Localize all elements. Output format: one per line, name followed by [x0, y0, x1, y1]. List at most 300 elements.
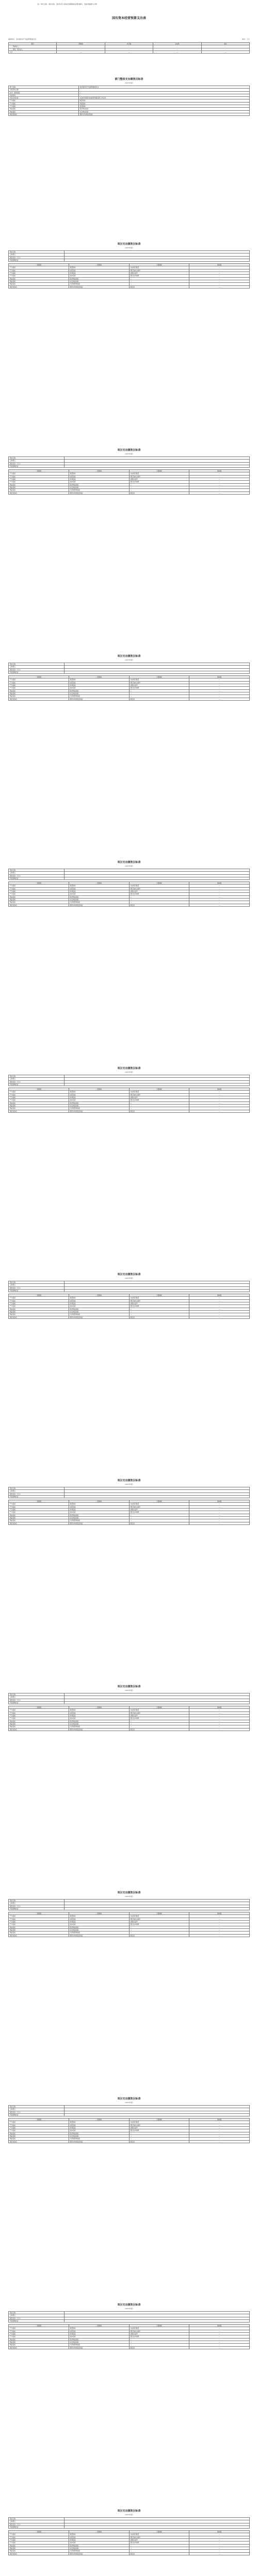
indicator-cell: 服务对象满意度指标	[69, 2346, 129, 2349]
indicator-cell: 服务对象满意度指标	[69, 285, 129, 288]
indicator-cell: —	[189, 2121, 250, 2124]
indicator-cell: —	[189, 1091, 250, 1093]
indicator-cell: 社会效益指标	[69, 2341, 129, 2343]
indicator-cell: —	[189, 2338, 250, 2341]
indicator-cell: 产出指标	[9, 2121, 69, 2124]
indicator-col-header: 三级指标	[129, 2119, 189, 2121]
overview-value: —	[78, 91, 249, 94]
indicator-cell: 满意度指标	[9, 285, 69, 288]
indicator-cell: 产出指标	[9, 2539, 69, 2541]
summary-row	[9, 50, 250, 53]
indicator-cell: 产出指标	[9, 1711, 69, 1714]
indicator-cell: 项目验收合格率	[129, 1093, 189, 1096]
project-info-label: 主管部门	[9, 2108, 64, 2111]
project-indicator-table	[8, 263, 250, 289]
project-info-label: 年度绩效目标	[9, 259, 64, 261]
project-info-label: 主管部门	[9, 2520, 64, 2523]
indicator-cell: —	[189, 2550, 250, 2552]
indicator-cell: 满意度	[129, 2552, 189, 2555]
indicator-cell: 数量指标	[69, 885, 129, 887]
overview-label: 效益指标	[9, 108, 79, 110]
indicator-cell: 完成项目数量	[129, 2121, 189, 2124]
indicator-cell: —	[129, 2138, 189, 2140]
project-info-value	[64, 877, 249, 879]
indicator-cell: 时效指标	[69, 2539, 129, 2541]
indicator-cell: 项目验收合格率	[129, 1918, 189, 1920]
project-indicator-table	[8, 1500, 250, 1525]
indicator-cell: —	[129, 1104, 189, 1107]
indicator-cell: 质量指标	[69, 1918, 129, 1920]
project-subtitle: （2023年度）	[124, 865, 134, 867]
indicator-cell: 项目成本控制	[129, 687, 189, 689]
indicator-cell: —	[189, 885, 250, 887]
indicator-cell: 社会效益指标	[69, 1104, 129, 1107]
project-info-label: 项目资金（万元）	[9, 1286, 64, 1289]
indicator-cell: 满意度	[129, 285, 189, 288]
indicator-cell: 项目成本控制	[129, 1717, 189, 1720]
indicator-cell: —	[189, 1717, 250, 1720]
indicator-cell: 数量指标	[69, 1091, 129, 1093]
indicator-cell: 效益指标	[9, 898, 69, 901]
indicator-cell: 数量指标	[69, 1297, 129, 1299]
indicator-cell: 完成项目数量	[129, 1503, 189, 1505]
indicator-cell: —	[189, 277, 250, 280]
indicator-cell: 可持续影响指标	[69, 2344, 129, 2346]
project-info-table	[8, 1693, 250, 1704]
project-info-row	[9, 259, 250, 261]
indicator-cell: 质量指标	[69, 1299, 129, 1302]
indicator-col-header: 一级指标	[9, 1500, 69, 1503]
project-info-label: 年度绩效目标	[9, 1701, 64, 1704]
project-info-label: 项目资金（万元）	[9, 2317, 64, 2319]
indicator-cell: —	[189, 1509, 250, 1511]
project-subtitle: （2023年度）	[124, 2102, 134, 2104]
indicator-cell: 产出指标	[9, 2536, 69, 2538]
indicator-cell: 效益指标	[9, 1101, 69, 1104]
indicator-cell: 效益指标	[9, 2341, 69, 2343]
indicator-cell: 效益指标	[9, 280, 69, 282]
indicator-cell: 项目成本控制	[129, 1305, 189, 1308]
indicator-cell: 质量指标	[69, 2124, 129, 2126]
indicator-col-header: 二级指标	[69, 1088, 129, 1091]
indicator-cell: 满意度指标	[9, 2552, 69, 2555]
project-info-label: 主管部门	[9, 2314, 64, 2317]
indicator-cell: 产出指标	[9, 2129, 69, 2132]
indicator-cell: 时效指标	[69, 1096, 129, 1099]
indicator-cell: —	[189, 1310, 250, 1313]
indicator-cell: —	[189, 890, 250, 893]
indicator-cell: —	[189, 1931, 250, 1934]
project-info-label: 项目资金（万元）	[9, 1699, 64, 1701]
indicator-cell: —	[189, 478, 250, 481]
overview-table	[8, 86, 250, 116]
indicator-col-header: 一级指标	[9, 1706, 69, 1709]
indicator-cell: 项目成本控制	[129, 2335, 189, 2338]
overview-value: 社会效益指标	[78, 110, 249, 113]
project-section	[8, 448, 250, 495]
indicator-cell: 完成项目数量	[129, 679, 189, 681]
indicator-cell: 成本指标	[69, 1305, 129, 1308]
indicator-col-header: 三级指标	[129, 676, 189, 679]
indicator-cell: —	[189, 893, 250, 895]
indicator-cell: 效益指标	[9, 2344, 69, 2346]
indicator-cell: 可持续影响指标	[69, 1725, 129, 1728]
indicator-cell: 产出指标	[9, 2533, 69, 2536]
indicator-col-header: 指标值	[189, 2531, 250, 2533]
project-info-label: 项目名称	[9, 457, 64, 460]
project-info-label: 年度绩效目标	[9, 671, 64, 673]
summary-cell: 合计	[9, 50, 57, 53]
project-subtitle: （2023年度）	[124, 1277, 134, 1279]
indicator-cell: 经济效益指标	[69, 1101, 129, 1104]
indicator-col-header: 二级指标	[69, 264, 129, 266]
indicator-cell: 产出指标	[9, 679, 69, 681]
project-title: 项目支出绩效目标表	[117, 243, 141, 246]
indicator-cell: —	[189, 285, 250, 288]
indicator-cell: —	[189, 1921, 250, 1923]
project-info-label: 主管部门	[9, 1902, 64, 1905]
project-info-label: 项目资金（万元）	[9, 874, 64, 877]
indicator-cell: 完成项目数量	[129, 885, 189, 887]
indicator-cell: —	[189, 275, 250, 277]
summary-cell: —	[201, 45, 249, 48]
project-info-label: 项目资金（万元）	[9, 668, 64, 671]
indicator-cell: —	[189, 2333, 250, 2335]
indicator-cell: 产出指标	[9, 1709, 69, 1711]
indicator-row	[9, 492, 250, 494]
indicator-cell: 可持续影响指标	[69, 1931, 129, 1934]
indicator-cell: 满意度	[129, 1316, 189, 1318]
summary-cell: —	[105, 48, 153, 50]
indicator-cell: —	[189, 1297, 250, 1299]
indicator-cell: 效益指标	[9, 689, 69, 692]
indicator-cell: —	[189, 2127, 250, 2129]
indicator-cell: 完成项目数量	[129, 1297, 189, 1299]
indicator-cell: —	[189, 272, 250, 275]
indicator-cell: —	[129, 692, 189, 694]
indicator-cell: 项目成本控制	[129, 1099, 189, 1101]
indicator-cell: 满意度	[129, 1522, 189, 1524]
indicator-cell: —	[189, 1099, 250, 1101]
indicator-cell: —	[189, 679, 250, 681]
indicator-cell: 经济效益指标	[69, 2544, 129, 2547]
indicator-cell: 完成项目数量	[129, 1709, 189, 1711]
indicator-cell: 按期完成率	[129, 2539, 189, 2541]
indicator-cell: 产出指标	[9, 475, 69, 478]
indicator-cell: 产出指标	[9, 1923, 69, 1926]
unit-label: 单位：万元	[241, 38, 250, 40]
project-info-label: 主管部门	[9, 1284, 64, 1286]
indicator-cell: 产出指标	[9, 1305, 69, 1308]
indicator-cell: —	[189, 283, 250, 285]
project-info-table	[8, 250, 250, 262]
indicator-cell: 成本指标	[69, 275, 129, 277]
overview-label: 其他资金	[9, 94, 79, 96]
indicator-cell: 效益指标	[9, 486, 69, 488]
indicator-cell: 经济效益指标	[69, 2338, 129, 2341]
indicator-cell: 产出指标	[9, 2330, 69, 2332]
project-info-table	[8, 1899, 250, 1910]
indicator-cell: 时效指标	[69, 684, 129, 687]
project-info-label: 年度绩效目标	[9, 1289, 64, 1292]
indicator-cell: —	[189, 1915, 250, 1918]
indicator-cell: 成本指标	[69, 1717, 129, 1720]
overview-title: 部门整体支出绩效目标表	[115, 78, 143, 81]
project-indicator-table	[8, 1706, 250, 1731]
indicator-cell: 质量指标	[69, 2536, 129, 2538]
indicator-cell: —	[189, 1722, 250, 1725]
project-section	[8, 2303, 250, 2349]
indicator-cell: 产出指标	[9, 2335, 69, 2338]
indicator-cell: —	[189, 266, 250, 269]
overview-value: —	[78, 89, 249, 91]
indicator-cell: 完成项目数量	[129, 1915, 189, 1918]
indicator-cell: —	[189, 1516, 250, 1519]
indicator-cell: —	[129, 695, 189, 698]
indicator-cell: 质量指标	[69, 269, 129, 272]
indicator-cell: 效益指标	[9, 1725, 69, 1728]
indicator-col-header: 二级指标	[69, 1294, 129, 1297]
indicator-cell: 产出指标	[9, 2541, 69, 2544]
indicator-cell: 效益指标	[9, 277, 69, 280]
indicator-col-header: 三级指标	[129, 1500, 189, 1503]
indicator-cell: 按期完成率	[129, 272, 189, 275]
indicator-cell: 经济效益指标	[69, 1308, 129, 1310]
indicator-cell: —	[129, 1931, 189, 1934]
indicator-col-header: 二级指标	[69, 470, 129, 472]
indicator-cell: 经济效益指标	[69, 277, 129, 280]
project-info-row	[9, 2526, 250, 2528]
project-section	[8, 1685, 250, 1731]
indicator-cell: 按期完成率	[129, 684, 189, 687]
indicator-cell: —	[189, 1720, 250, 1722]
project-info-label: 项目资金（万元）	[9, 2111, 64, 2113]
indicator-cell: —	[189, 280, 250, 282]
indicator-cell: —	[129, 1720, 189, 1722]
indicator-cell: 效益指标	[9, 1720, 69, 1722]
indicator-row	[9, 904, 250, 906]
project-title: 项目支出绩效目标表	[117, 1891, 141, 1894]
indicator-cell: —	[189, 692, 250, 694]
indicator-col-header: 指标值	[189, 676, 250, 679]
project-subtitle: （2023年度）	[124, 1895, 134, 1897]
indicator-row	[9, 698, 250, 700]
indicator-cell: 效益指标	[9, 2547, 69, 2549]
indicator-cell: 项目验收合格率	[129, 681, 189, 684]
indicator-col-header: 二级指标	[69, 2531, 129, 2533]
indicator-cell: —	[189, 2327, 250, 2330]
indicator-cell: 质量指标	[69, 681, 129, 684]
project-info-row	[9, 1495, 250, 1498]
project-info-value	[64, 1495, 249, 1498]
indicator-cell: —	[129, 1313, 189, 1316]
indicator-cell: —	[189, 1728, 250, 1731]
overview-row	[9, 113, 250, 115]
indicator-cell: 按期完成率	[129, 1921, 189, 1923]
indicator-cell: 社会效益指标	[69, 1928, 129, 1931]
project-info-label: 项目资金（万元）	[9, 462, 64, 465]
indicator-cell: 服务对象满意度指标	[69, 492, 129, 494]
project-info-label: 项目资金（万元）	[9, 1080, 64, 1083]
summary-cell: —	[57, 48, 105, 50]
project-info-label: 项目名称	[9, 1487, 64, 1490]
indicator-cell: 效益指标	[9, 1308, 69, 1310]
indicator-cell: 产出指标	[9, 890, 69, 893]
indicator-cell: 项目验收合格率	[129, 1505, 189, 1508]
indicator-cell: 可持续影响指标	[69, 1519, 129, 1522]
indicator-cell: 时效指标	[69, 272, 129, 275]
overview-value: —	[78, 94, 249, 96]
overview-value: 服务对象满意度指标	[78, 113, 249, 115]
project-info-value	[64, 2113, 249, 2116]
indicator-cell: 产出指标	[9, 885, 69, 887]
indicator-cell: 产出指标	[9, 684, 69, 687]
indicator-cell: 产出指标	[9, 1302, 69, 1305]
indicator-cell: 社会效益指标	[69, 280, 129, 282]
indicator-cell: 可持续影响指标	[69, 901, 129, 904]
indicator-cell: 产出指标	[9, 1715, 69, 1717]
overview-value: 时效指标	[78, 105, 249, 108]
indicator-cell: 效益指标	[9, 2138, 69, 2140]
indicator-cell: 效益指标	[9, 1310, 69, 1313]
indicator-cell: 产出指标	[9, 1921, 69, 1923]
indicator-cell: —	[189, 2330, 250, 2332]
project-info-label: 项目名称	[9, 663, 64, 666]
indicator-cell: —	[129, 901, 189, 904]
indicator-cell: 数量指标	[69, 2121, 129, 2124]
overview-label: 产出指标	[9, 105, 79, 108]
indicator-cell: —	[189, 1934, 250, 1937]
indicator-cell: —	[129, 483, 189, 486]
indicator-cell: 可持续影响指标	[69, 283, 129, 285]
project-info-label: 主管部门	[9, 253, 64, 256]
summary-table	[8, 42, 250, 54]
overview-label: 部门名称	[9, 86, 79, 89]
indicator-cell: 社会效益指标	[69, 2547, 129, 2549]
project-title: 项目支出绩效目标表	[117, 1273, 141, 1276]
indicator-cell: 效益指标	[9, 1313, 69, 1316]
indicator-cell: 满意度	[129, 1728, 189, 1731]
indicator-cell: —	[129, 1101, 189, 1104]
indicator-cell: —	[189, 695, 250, 698]
indicator-cell: 按期完成率	[129, 890, 189, 893]
indicator-cell: —	[129, 2134, 189, 2137]
indicator-col-header: 三级指标	[129, 882, 189, 885]
indicator-cell: 时效指标	[69, 1509, 129, 1511]
indicator-cell: —	[189, 1503, 250, 1505]
indicator-cell: —	[129, 486, 189, 488]
indicator-cell: 社会效益指标	[69, 692, 129, 694]
indicator-cell: —	[189, 1511, 250, 1514]
indicator-cell: 产出指标	[9, 2124, 69, 2126]
indicator-cell: 效益指标	[9, 1931, 69, 1934]
indicator-cell: 经济效益指标	[69, 483, 129, 486]
project-info-label: 主管部门	[9, 1490, 64, 1493]
project-info-table	[8, 2311, 250, 2323]
indicator-col-header: 指标值	[189, 1912, 250, 1915]
indicator-cell: 社会效益指标	[69, 1310, 129, 1313]
indicator-cell: 满意度指标	[9, 1316, 69, 1318]
project-info-row	[9, 671, 250, 673]
project-info-table	[8, 456, 250, 468]
indicator-cell: —	[189, 684, 250, 687]
indicator-cell: —	[189, 2346, 250, 2349]
overview-value: 完成年度国有资本经营预算各项工作任务	[78, 97, 249, 99]
project-indicator-table	[8, 1088, 250, 1113]
indicator-cell: —	[129, 1514, 189, 1516]
indicator-cell: 服务对象满意度指标	[69, 1316, 129, 1318]
indicator-cell: 按期完成率	[129, 2333, 189, 2335]
indicator-col-header: 指标值	[189, 2119, 250, 2121]
indicator-cell: —	[189, 2536, 250, 2538]
indicator-cell: 成本指标	[69, 2541, 129, 2544]
overview-label: 产出指标	[9, 102, 79, 105]
project-info-value	[64, 1701, 249, 1704]
indicator-row	[9, 1728, 250, 1731]
indicator-cell: —	[189, 1522, 250, 1524]
summary-col-header: 预算数	[57, 43, 105, 45]
project-info-label: 年度绩效目标	[9, 2113, 64, 2116]
indicator-cell: —	[189, 1519, 250, 1522]
indicator-col-header: 指标值	[189, 470, 250, 472]
indicator-cell: 效益指标	[9, 483, 69, 486]
project-info-value	[64, 465, 249, 467]
summary-cell: —	[201, 48, 249, 50]
indicator-col-header: 二级指标	[69, 882, 129, 885]
indicator-cell: 效益指标	[9, 695, 69, 698]
indicator-cell: —	[129, 898, 189, 901]
project-subtitle: （2023年度）	[124, 247, 134, 249]
indicator-cell: 完成项目数量	[129, 266, 189, 269]
indicator-cell: —	[129, 2544, 189, 2547]
indicator-col-header: 二级指标	[69, 676, 129, 679]
indicator-cell: 效益指标	[9, 1519, 69, 1522]
project-info-label: 主管部门	[9, 1078, 64, 1080]
indicator-cell: —	[189, 1715, 250, 1717]
overview-subtitle: （2023年度）	[124, 82, 134, 84]
indicator-col-header: 三级指标	[129, 1706, 189, 1709]
indicator-cell: —	[189, 2547, 250, 2549]
indicator-cell: —	[189, 2140, 250, 2143]
project-info-label: 年度绩效目标	[9, 2526, 64, 2528]
indicator-cell: 效益指标	[9, 1107, 69, 1110]
indicator-cell: —	[189, 898, 250, 901]
indicator-cell: 可持续影响指标	[69, 1107, 129, 1110]
indicator-cell: —	[189, 2541, 250, 2544]
indicator-cell: —	[129, 2550, 189, 2552]
project-info-label: 年度绩效目标	[9, 1083, 64, 1086]
project-indicator-table	[8, 675, 250, 701]
summary-col-header: 项目	[9, 43, 57, 45]
indicator-cell: —	[189, 481, 250, 483]
indicator-cell: 效益指标	[9, 895, 69, 898]
indicator-cell: —	[189, 687, 250, 689]
project-info-label: 年度绩效目标	[9, 2319, 64, 2322]
indicator-cell: 产出指标	[9, 681, 69, 684]
indicator-cell: —	[189, 1107, 250, 1110]
indicator-cell: 效益指标	[9, 489, 69, 492]
indicator-row	[9, 1110, 250, 1112]
indicator-cell: —	[189, 1923, 250, 1926]
indicator-cell: —	[129, 2338, 189, 2341]
indicator-cell: —	[189, 2539, 250, 2541]
project-info-label: 项目名称	[9, 2518, 64, 2520]
indicator-cell: —	[129, 277, 189, 280]
indicator-cell: 数量指标	[69, 1709, 129, 1711]
project-info-row	[9, 1083, 250, 1086]
indicator-cell: 经济效益指标	[69, 1514, 129, 1516]
indicator-cell: 效益指标	[9, 692, 69, 694]
